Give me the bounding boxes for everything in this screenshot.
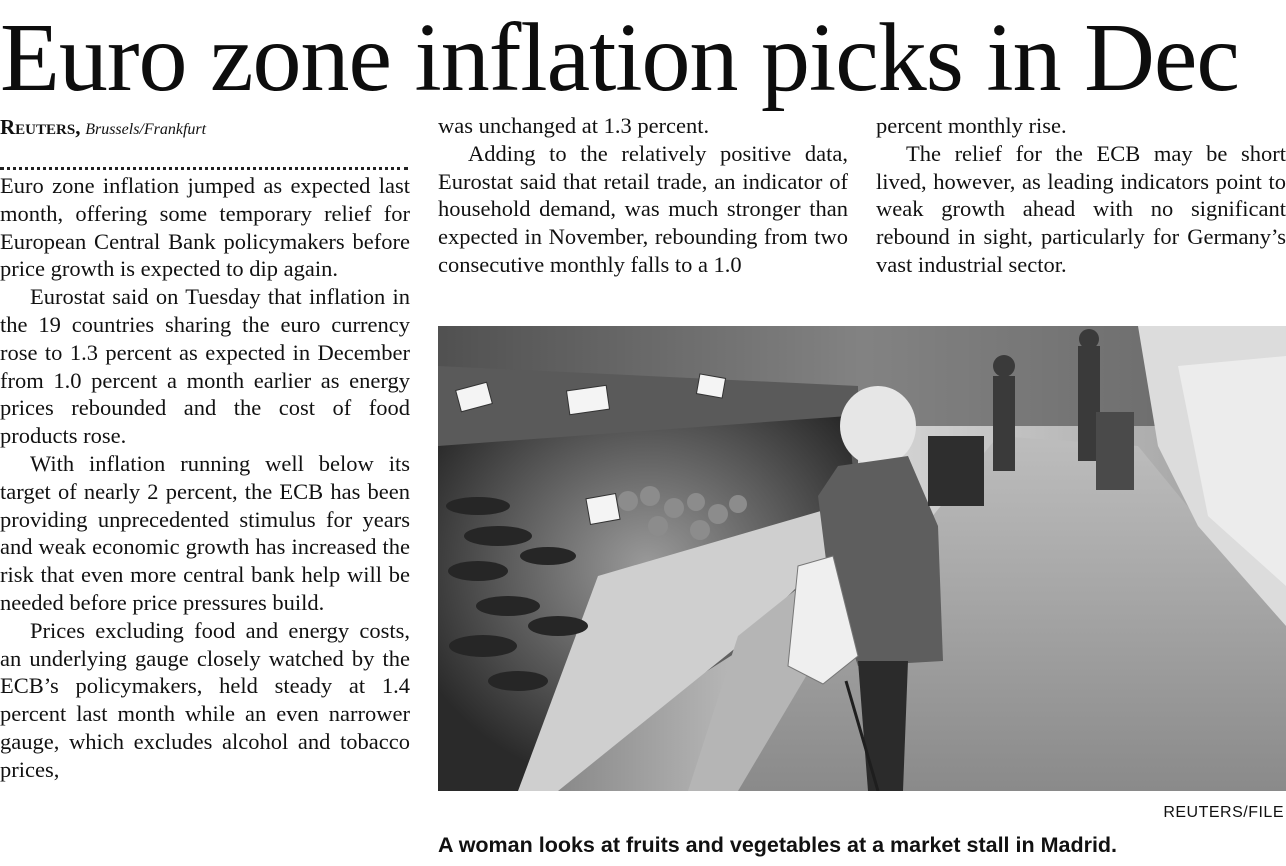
paragraph: With inflation running well below its target of nearly 2 percent, the ECB has been providing unprecedented stimulus for years and weak economic growth has increased the risk that even more central bank help will be needed before price pressures build.	[0, 450, 410, 615]
paragraph: was unchanged at 1.3 percent.	[438, 113, 710, 138]
headline: Euro zone inflation picks in Dec	[0, 4, 1239, 112]
photo-caption: A woman looks at fruits and vegetables at a market stall in Madrid.	[438, 833, 1118, 857]
article-column-2	[438, 112, 848, 279]
article-column-1	[0, 112, 410, 784]
article-column-3	[876, 112, 1286, 279]
photo-credit: REUTERS/FILE	[1163, 804, 1284, 821]
paragraph: Prices excluding food and energy costs, an underlying gauge closely watched by the ECB’s policymakers, held steady at 1.4 percent last month while an even narrower gauge, which excludes alcohol and tobacco prices,	[0, 617, 410, 782]
paragraph: Eurostat said on Tuesday that inflation in the 19 countries sharing the euro currency rose to 1.3 percent as expected in December from 1.0 percent a month earlier as energy prices rebounded and the cost of food products rose.	[0, 284, 410, 449]
paragraph: Adding to the relatively positive data, Eurostat said that retail trade, an indicator of household demand, was much stronger than expected in November, rebounding from two consecutive monthly falls to a 1.0	[438, 140, 848, 277]
paragraph: percent monthly rise.	[876, 113, 1067, 138]
byline	[0, 112, 410, 145]
byline-location: Brussels/Frankfurt	[85, 121, 207, 138]
market-photo	[438, 326, 1286, 791]
byline-agency: Reuters,	[0, 115, 81, 139]
paragraph: The relief for the ECB may be short lived, however, as leading indicators point to weak growth ahead with no significant rebound in sight, particularly for Germany’s vast industrial sector.	[876, 140, 1286, 277]
paragraph: Euro zone inflation jumped as expected last month, offering some temporary relief for European Central Bank policymakers before price growth is expected to dip again.	[0, 173, 410, 282]
byline-divider	[0, 145, 408, 170]
market-photo-illustration	[438, 326, 1286, 791]
